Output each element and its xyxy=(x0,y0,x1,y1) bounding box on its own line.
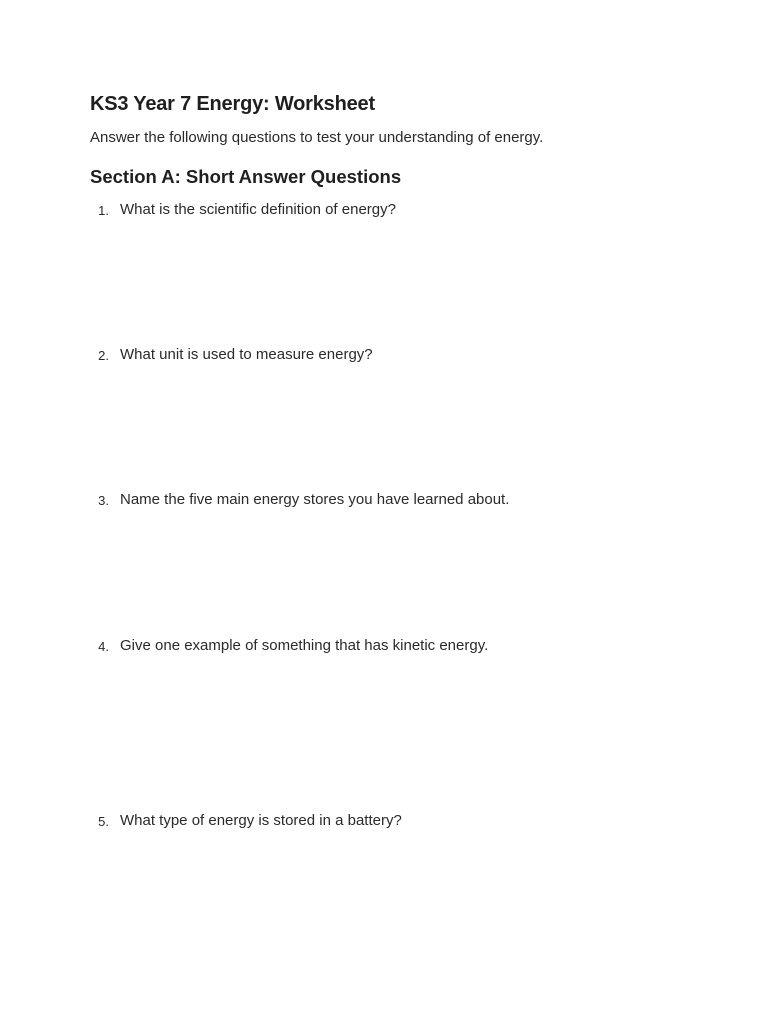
answer-space[interactable] xyxy=(120,836,680,936)
question-text: Name the five main energy stores you have learned about. xyxy=(120,491,510,508)
answer-space[interactable] xyxy=(120,661,680,761)
intro-text: Answer the following questions to test your understanding of energy. xyxy=(90,129,544,146)
question-number: 2. xyxy=(98,348,109,363)
answer-space[interactable] xyxy=(120,515,680,615)
document-title: KS3 Year 7 Energy: Worksheet xyxy=(90,93,375,115)
question-text: What unit is used to measure energy? xyxy=(120,346,373,363)
answer-space[interactable] xyxy=(120,370,680,470)
question-text: What type of energy is stored in a battery? xyxy=(120,812,402,829)
question-number: 1. xyxy=(98,203,109,218)
question-text: What is the scientific definition of energy? xyxy=(120,201,396,218)
question-number: 4. xyxy=(98,639,109,654)
section-heading: Section A: Short Answer Questions xyxy=(90,166,402,187)
question-number: 3. xyxy=(98,493,109,508)
question-number: 5. xyxy=(98,814,109,829)
question-text: Give one example of something that has kinetic energy. xyxy=(120,637,489,654)
answer-space[interactable] xyxy=(120,225,680,325)
